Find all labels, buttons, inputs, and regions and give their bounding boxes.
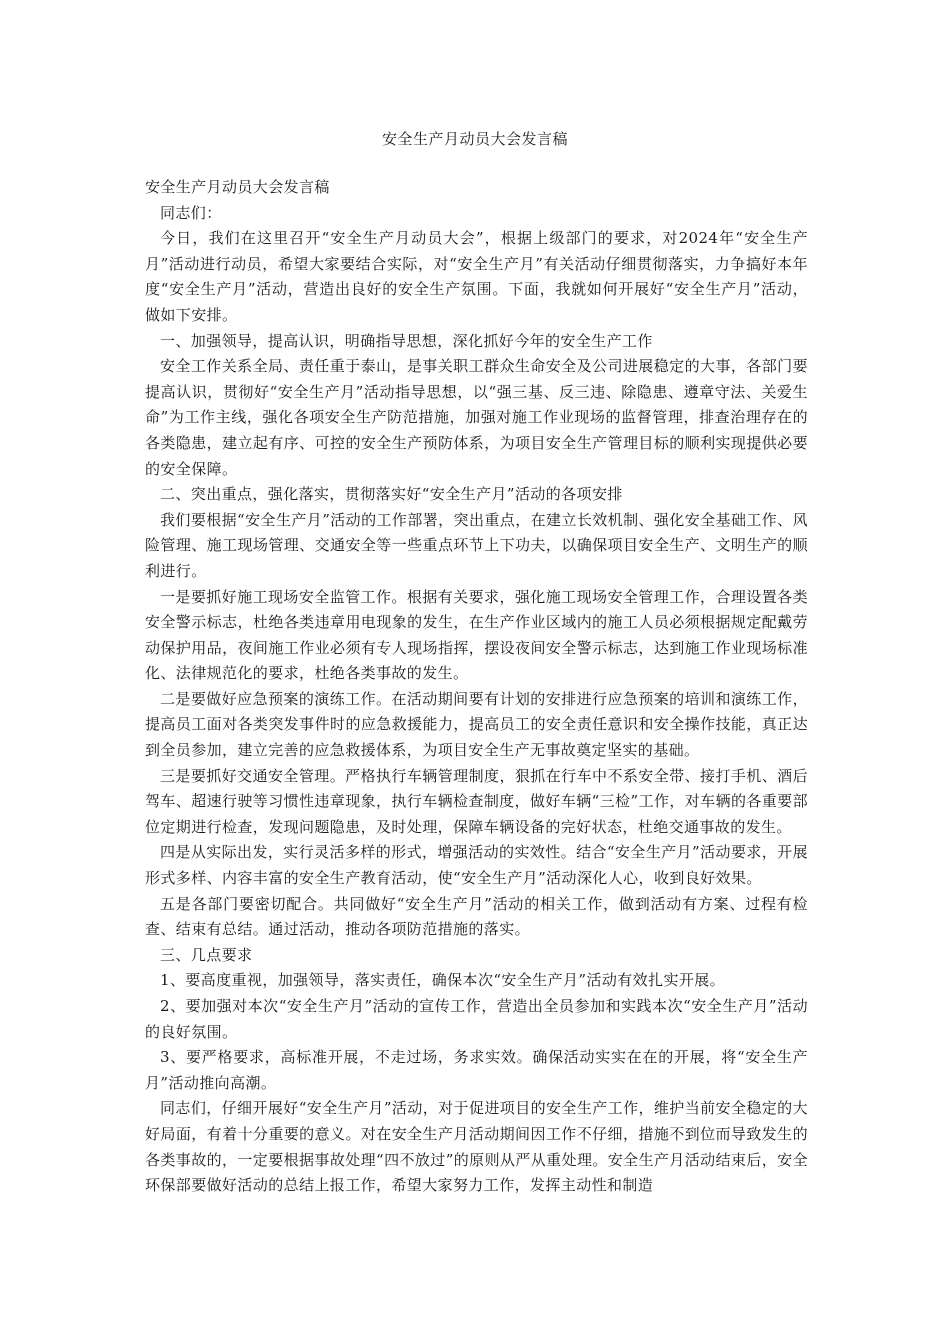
document-title: 安全生产月动员大会发言稿 bbox=[381, 130, 568, 148]
body-paragraph: 我们要根据“安全生产月”活动的工作部署，突出重点，在建立长效机制、强化安全基础工作、风险管理、施工现场管理、交通安全等一些重点环节上下功夫，以确保项目安全生产、文明生产的顺利进行。 bbox=[145, 510, 808, 580]
body-paragraph: 安全工作关系全局、责任重于泰山，是事关职工群众生命安全及公司进展稳定的大事，各部门要提高认识，贯彻好“安全生产月”活动指导思想，以“强三基、反三违、除隐患、遵章守法、关爱生命”为工作主线，强化各项安全生产防范措施，加强对施工作业现场的监督管理，排查治理存在的各类隐患，建立起有序、可控的安全生产预防体系，为项目安全生产管理目标的顺利实现提供必要的安全保障。 bbox=[145, 357, 808, 478]
body-heading: 安全生产月动员大会发言稿 bbox=[145, 178, 330, 196]
body-paragraph: 一是要抓好施工现场安全监管工作。根据有关要求，强化施工现场安全管理工作，合理设置各类安全警示标志，杜绝各类违章用电现象的发生，在生产作业区域内的施工人员必须根据规定配戴劳动保护用品，夜间施工作业必须有专人现场指挥，摆设夜间安全警示标志，达到施工作业现场标准化、法律规范化的要求，杜绝各类事故的发生。 bbox=[145, 587, 808, 683]
document-body bbox=[145, 175, 808, 1199]
body-paragraph: 二是要做好应急预案的演练工作。在活动期间要有计划的安排进行应急预案的培训和演练工作，提高员工面对各类突发事件时的应急救援能力，提高员工的安全责任意识和安全操作技能，真正达到全员参加，建立完善的应急救援体系，为项目安全生产无事故奠定坚实的基础。 bbox=[145, 689, 808, 760]
body-paragraph: 三是要抓好交通安全管理。严格执行车辆管理制度，狠抓在行车中不系安全带、接打手机、酒后驾车、超速行驶等习惯性违章现象，执行车辆检查制度，做好车辆“三检”工作，对车辆的各重要部位定期进行检查，发现问题隐患，及时处理，保障车辆设备的完好状态，杜绝交通事故的发生。 bbox=[145, 766, 808, 836]
body-paragraph: 三、几点要求 bbox=[160, 945, 253, 964]
body-paragraph: 二、突出重点，强化落实，贯彻落实好“安全生产月”活动的各项安排 bbox=[160, 485, 623, 504]
body-paragraph: 1、要高度重视，加强领导，落实责任，确保本次“安全生产月”活动有效扎实开展。 bbox=[160, 971, 726, 990]
body-paragraph: 3、要严格要求，高标准开展，不走过场，务求实效。确保活动实实在在的开展，将“安全生产月”活动推向高潮。 bbox=[145, 1048, 808, 1092]
body-paragraph: 同志们： bbox=[160, 203, 222, 222]
body-paragraph: 四是从实际出发，实行灵活多样的形式，增强活动的实效性。结合“安全生产月”活动要求，开展形式多样、内容丰富的安全生产教育活动，使“安全生产月”活动深化人心，收到良好效果。 bbox=[145, 843, 808, 888]
body-paragraph: 五是各部门要密切配合。共同做好“安全生产月”活动的相关工作，做到活动有方案、过程有检查、结束有总结。通过活动，推动各项防范措施的落实。 bbox=[145, 894, 808, 939]
body-paragraph: 今日，我们在这里召开“安全生产月动员大会”，根据上级部门的要求，对2024年“安全生产月”活动进行动员，希望大家要结合实际，对“安全生产月”有关活动仔细贯彻落实，力争搞好本年度“安全生产月”活动，营造出良好的安全生产氛围。下面，我就如何开展好“安全生产月”活动，做如下安排。 bbox=[145, 229, 808, 324]
body-paragraph: 同志们，仔细开展好“安全生产月”活动，对于促进项目的安全生产工作，维护当前安全稳定的大好局面，有着十分重要的意义。对在安全生产月活动期间因工作不仔细，措施不到位而导致发生的各类事故的，一定要根据事故处理“四不放过”的原则从严从重处理。安全生产月活动结束后，安全环保部要做好活动的总结上报工作，希望大家努力工作，发挥主动性和制造 bbox=[145, 1099, 808, 1195]
body-paragraph: 一、加强领导，提高认识，明确指导思想，深化抓好今年的安全生产工作 bbox=[160, 331, 653, 350]
body-paragraph: 2、要加强对本次“安全生产月”活动的宣传工作，营造出全员参加和实践本次“安全生产月”活动的良好氛围。 bbox=[145, 997, 808, 1041]
